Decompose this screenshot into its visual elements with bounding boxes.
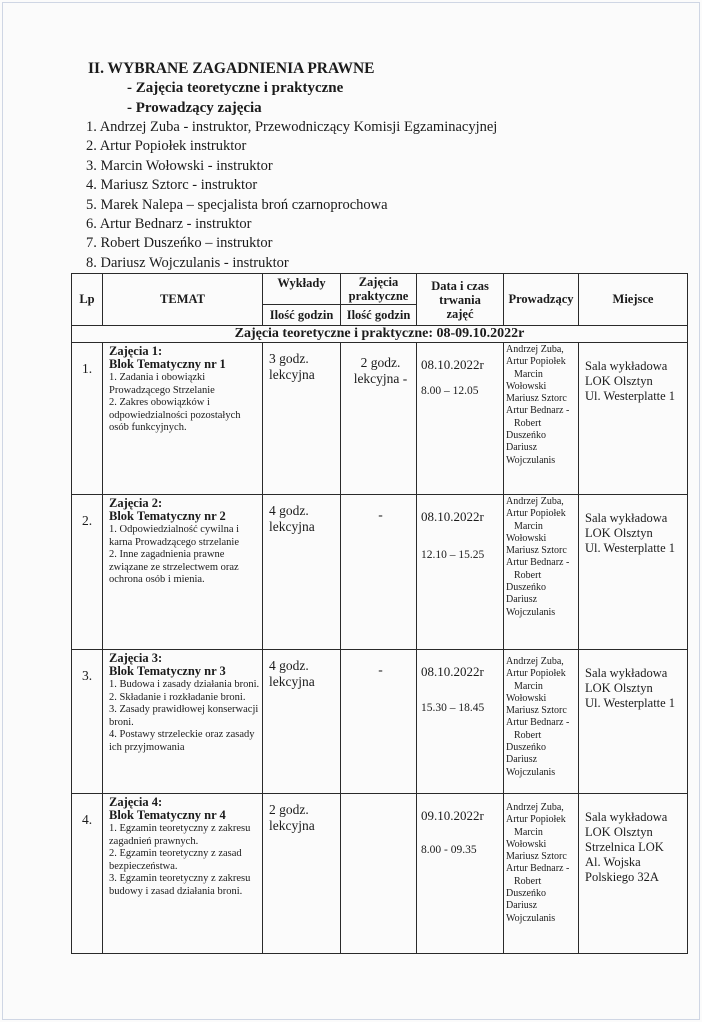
session-title: Zajęcia 2: — [109, 496, 163, 510]
header-temat: TEMAT — [103, 274, 263, 326]
prowadzacy-cell — [504, 495, 579, 650]
instructor-name: Andrzej Zuba, — [506, 802, 564, 813]
instructor-name: Wołowski — [506, 838, 547, 850]
instructor-name: Robert — [514, 875, 542, 887]
row-lp: 2. — [72, 495, 103, 650]
instructor-name: Mariusz Sztorc — [506, 705, 567, 717]
wyklady-hours: 3 godz. lekcyjna — [263, 343, 341, 495]
header-zajecia-praktyczne: Zajęcia praktyczne — [341, 274, 417, 305]
instructor-line: 8. Dariusz Wojczulanis - instruktor — [86, 255, 289, 271]
schedule-table — [71, 273, 688, 954]
instructor-line: 2. Artur Popiołek instruktor — [86, 138, 247, 154]
session-date-cell — [417, 343, 504, 495]
session-title: Zajęcia 1: — [109, 344, 163, 358]
instructor-name: Artur Popiołek — [506, 356, 566, 368]
instructor-line: 3. Marcin Wołowski - instruktor — [86, 158, 273, 174]
topic-item: 2. Inne zagadnienia prawne związane ze strzelectwem oraz ochrona osób i mienia. — [109, 549, 239, 585]
instructor-name: Wojczulanis — [506, 606, 556, 618]
instructor-name: Robert — [514, 569, 542, 581]
topic-item: 1. Egzamin teoretyczny z zakresu zagadnień prawnych. — [109, 823, 251, 847]
instructor-name: Wojczulanis — [506, 912, 556, 924]
instructor-name: Wołowski — [506, 532, 547, 544]
miejsce-cell — [579, 343, 688, 495]
instructor-name: Marcin — [514, 826, 543, 838]
instructor-name: Mariusz Sztorc — [506, 545, 567, 557]
location-line: LOK Olsztyn — [585, 526, 653, 540]
session-time: 8.00 - 09.35 — [421, 844, 477, 856]
instructor-line: 6. Artur Bednarz - instruktor — [86, 216, 252, 232]
section-heading: II. WYBRANE ZAGADNIENIA PRAWNE — [88, 60, 375, 77]
instructor-name: Artur Popiołek — [506, 668, 566, 680]
session-date: 08.10.2022r — [421, 509, 484, 524]
location-line: Strzelnica LOK — [585, 840, 664, 854]
location-line: Sala wykładowa — [585, 511, 668, 525]
praktyczne-hours: 2 godz. lekcyjna - — [341, 343, 417, 495]
location-line: Polskiego 32A — [585, 870, 659, 884]
instructor-name: Mariusz Sztorc — [506, 851, 567, 863]
prowadzacy-cell — [504, 794, 579, 954]
instructor-name: Andrzej Zuba, — [506, 496, 564, 507]
miejsce-cell — [579, 495, 688, 650]
section-row: Zajęcia teoretyczne i praktyczne: 08-09.10.2022r — [72, 326, 688, 343]
table-row — [72, 794, 688, 954]
instructor-name: Artur Bednarz - — [506, 405, 570, 417]
session-date-cell — [417, 495, 504, 650]
topic-item: 3. Zasady prawidłowej konserwacji broni. — [109, 704, 259, 728]
instructor-name: Robert — [514, 417, 542, 429]
praktyczne-hours — [341, 794, 417, 954]
row-temat — [103, 650, 263, 794]
instructor-name: Robert — [514, 729, 542, 741]
instructor-name: Artur Bednarz - — [506, 717, 570, 729]
row-lp: 3. — [72, 650, 103, 794]
session-date: 09.10.2022r — [421, 808, 484, 823]
subheading-2: - Prowadzący zajęcia — [127, 100, 262, 116]
miejsce-cell — [579, 650, 688, 794]
location-line: Sala wykładowa — [585, 666, 668, 680]
row-temat — [103, 794, 263, 954]
instructor-name: Andrzej Zuba, — [506, 344, 564, 355]
wyklady-hours: 2 godz. lekcyjna — [263, 794, 341, 954]
topic-item: 4. Postawy strzeleckie oraz zasady ich przyjmowania — [109, 729, 255, 753]
instructor-name: Andrzej Zuba, — [506, 656, 564, 667]
wyklady-hours: 4 godz. lekcyjna — [263, 495, 341, 650]
location-line: Ul. Westerplatte 1 — [585, 389, 676, 403]
instructor-name: Artur Popiołek — [506, 814, 566, 826]
instructor-name: Marcin — [514, 368, 543, 380]
location-line: LOK Olsztyn — [585, 374, 653, 388]
session-time: 12.10 – 15.25 — [421, 549, 485, 561]
instructor-name: Marcin — [514, 520, 543, 532]
session-time: 15.30 – 18.45 — [421, 702, 485, 714]
subheading-1: - Zajęcia teoretyczne i praktyczne — [127, 80, 344, 96]
row-temat — [103, 343, 263, 495]
topic-item: 2. Egzamin teoretyczny z zasad bezpieczeństwa. — [109, 848, 242, 872]
topic-item: 1. Budowa i zasady działania broni. — [109, 679, 260, 690]
location-line: LOK Olsztyn — [585, 681, 653, 695]
block-title: Blok Tematyczny nr 4 — [109, 808, 226, 822]
instructor-name: Wojczulanis — [506, 766, 556, 778]
praktyczne-hours: - — [341, 650, 417, 794]
instructor-name: Mariusz Sztorc — [506, 393, 567, 405]
instructor-name: Marcin — [514, 680, 543, 692]
instructor-name: Duszeńko — [506, 742, 546, 754]
praktyczne-hours: - — [341, 495, 417, 650]
instructor-line: 7. Robert Duszeńko – instruktor — [86, 235, 273, 251]
instructor-line: 4. Mariusz Sztorc - instruktor — [86, 177, 258, 193]
instructor-name: Duszeńko — [506, 430, 546, 442]
header-ilosc-godzin: Ilość godzin — [341, 305, 417, 326]
instructor-name: Artur Bednarz - — [506, 557, 570, 569]
header-data: Data i czas trwania zajęć — [417, 274, 504, 326]
instructor-name: Dariusz — [506, 900, 538, 912]
miejsce-cell — [579, 794, 688, 954]
location-line: Sala wykładowa — [585, 359, 668, 373]
instructor-name: Dariusz — [506, 754, 538, 766]
instructor-name: Wołowski — [506, 380, 547, 392]
table-row — [72, 650, 688, 794]
instructor-name: Duszeńko — [506, 582, 546, 594]
topic-item: 2. Zakres obowiązków i odpowiedzialności pozostałych osób funkcyjnych. — [109, 397, 241, 433]
topic-item: 1. Odpowiedzialność cywilna i karna Prowadzącego strzelanie — [109, 524, 240, 548]
row-lp: 1. — [72, 343, 103, 495]
instructor-line: 5. Marek Nalepa – specjalista broń czarnoprochowa — [86, 197, 388, 213]
instructor-name: Dariusz — [506, 594, 538, 606]
row-temat — [103, 495, 263, 650]
prowadzacy-cell — [504, 650, 579, 794]
instructor-name: Dariusz — [506, 442, 538, 454]
location-line: Sala wykładowa — [585, 810, 668, 824]
session-date: 08.10.2022r — [421, 664, 484, 679]
block-title: Blok Tematyczny nr 1 — [109, 357, 226, 371]
instructor-name: Artur Popiołek — [506, 508, 566, 520]
topic-item: 2. Składanie i rozkładanie broni. — [109, 691, 246, 703]
instructor-name: Duszeńko — [506, 888, 546, 900]
header-miejsce: Miejsce — [579, 274, 688, 326]
topic-item: 1. Zadania i obowiązki Prowadzącego Strzelanie — [109, 372, 215, 396]
location-line: Al. Wojska — [585, 855, 641, 869]
instructor-name: Wojczulanis — [506, 454, 556, 466]
row-lp: 4. — [72, 794, 103, 954]
instructor-line: 1. Andrzej Zuba - instruktor, Przewodniczący Komisji Egzaminacyjnej — [86, 119, 498, 135]
session-date: 08.10.2022r — [421, 357, 484, 372]
session-time: 8.00 – 12.05 — [421, 385, 479, 397]
table-row — [72, 495, 688, 650]
instructor-name: Wołowski — [506, 692, 547, 704]
topic-item: 3. Egzamin teoretyczny z zakresu budowy i zasad działania broni. — [109, 873, 251, 897]
session-date-cell — [417, 650, 504, 794]
header-wyklady: Wykłady — [263, 274, 341, 305]
location-line: LOK Olsztyn — [585, 825, 653, 839]
session-date-cell — [417, 794, 504, 954]
wyklady-hours: 4 godz. lekcyjna — [263, 650, 341, 794]
header-prowadzacy: Prowadzący — [504, 274, 579, 326]
block-title: Blok Tematyczny nr 3 — [109, 664, 226, 678]
instructor-name: Artur Bednarz - — [506, 863, 570, 875]
session-title: Zajęcia 4: — [109, 795, 163, 809]
header-ilosc-godzin: Ilość godzin — [263, 305, 341, 326]
location-line: Ul. Westerplatte 1 — [585, 541, 676, 555]
header-lp: Lp — [72, 274, 103, 326]
location-line: Ul. Westerplatte 1 — [585, 696, 676, 710]
prowadzacy-cell — [504, 343, 579, 495]
session-title: Zajęcia 3: — [109, 651, 163, 665]
block-title: Blok Tematyczny nr 2 — [109, 509, 226, 523]
table-row — [72, 343, 688, 495]
